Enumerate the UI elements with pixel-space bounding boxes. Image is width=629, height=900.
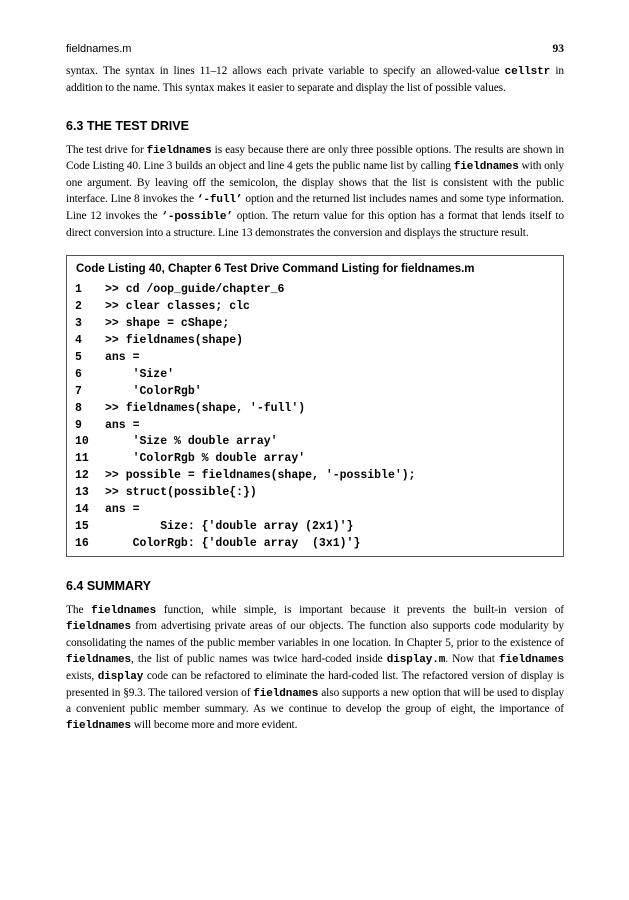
intro-paragraph — [66, 64, 564, 97]
section-heading-6-3: 6.3 THE TEST DRIVE — [66, 118, 189, 133]
code-term: fieldnames — [91, 604, 157, 617]
code-text: >> fieldnames(shape, '-full') — [105, 401, 306, 415]
code-line — [67, 368, 563, 385]
text-run: is easy because there are only three possible options. The results are shown in Code Listing 40. Line 3 builds an object and line 4 gets the public name list by calling — [66, 143, 564, 173]
running-header-title: fieldnames.m — [66, 43, 132, 55]
text-run: option and the returned list includes names and some type information. Line 12 invokes the — [66, 192, 565, 222]
text-run: The — [66, 603, 92, 616]
code-term: fieldnames — [253, 687, 319, 700]
code-line — [67, 469, 563, 486]
section-6-4-paragraph — [66, 603, 564, 735]
code-term: ‘-possible’ — [161, 210, 233, 223]
code-line — [67, 402, 563, 419]
line-number: 2 — [75, 300, 82, 314]
text-run: also supports a new option that will be used to display a convenient public member summary. As we continue to develop the group of eight, the importance of — [66, 686, 564, 716]
text-run: option. The return value for this option has a format that lends itself to direct conversion into a structure. Line 13 demonstrates the conversion and displays the structure result. — [66, 209, 564, 239]
text-run: , the list of public names was twice hard-coded inside — [131, 653, 387, 666]
code-line — [67, 300, 563, 317]
code-text: >> struct(possible{:}) — [105, 486, 257, 500]
code-text: >> clear classes; clc — [105, 300, 250, 314]
code-line — [67, 385, 563, 402]
line-number: 4 — [75, 334, 82, 348]
code-text: ColorRgb: {'double array (3x1)'} — [105, 536, 361, 550]
line-number: 11 — [75, 452, 89, 466]
code-line — [67, 419, 563, 436]
code-text: 'Size % double array' — [105, 435, 278, 449]
line-number: 10 — [75, 435, 89, 449]
line-number: 5 — [75, 350, 82, 364]
code-line — [67, 334, 563, 351]
code-term: fieldnames — [146, 144, 212, 157]
text-run: will become more and more evident. — [131, 719, 298, 732]
code-listing-box — [66, 255, 564, 556]
code-text: >> shape = cShape; — [105, 317, 230, 331]
text-run: syntax. The syntax in lines 11–12 allows each private variable to specify an allowed-value — [66, 65, 505, 77]
text-run: . Now that — [445, 653, 499, 666]
line-number: 9 — [75, 418, 82, 432]
line-number: 7 — [75, 384, 82, 398]
code-text: >> possible = fieldnames(shape, '-possible'); — [105, 469, 416, 483]
code-text: >> cd /oop_guide/chapter_6 — [105, 283, 285, 297]
code-line — [67, 537, 563, 554]
section-heading-6-4: 6.4 SUMMARY — [66, 578, 151, 593]
text-run: code can be refactored to eliminate the hard-coded list. The refactored version of display is presented in §9.3. The tailored version of — [66, 669, 564, 699]
code-text: ans = — [105, 418, 140, 432]
code-line — [67, 486, 563, 503]
text-run: function, while simple, is important because it prevents the built-in version of — [156, 603, 564, 616]
line-number: 15 — [75, 519, 89, 533]
code-text: ans = — [105, 502, 140, 516]
code-line — [67, 503, 563, 520]
code-term: ‘-full’ — [196, 193, 243, 206]
text-run: in addition to the name. This syntax makes it easier to separate and display the list of possible values. — [66, 65, 564, 94]
running-header — [66, 40, 564, 60]
text-run: The test drive for — [66, 143, 147, 156]
line-number: 13 — [75, 486, 89, 500]
code-term: fieldnames — [66, 720, 132, 733]
code-term: cellstr — [504, 66, 551, 78]
code-text: Size: {'double array (2x1)'} — [105, 519, 354, 533]
code-text: >> fieldnames(shape) — [105, 334, 244, 348]
code-term: fieldnames — [498, 654, 564, 667]
code-term: fieldnames — [453, 161, 519, 174]
section-6-3-paragraph — [66, 143, 564, 242]
code-text: 'Size' — [105, 367, 175, 381]
code-line — [67, 283, 563, 300]
text-run: with only one argument. By leaving off the semicolon, the display shows that the list is consistent with the public interface. Line 8 invokes the — [66, 160, 564, 205]
code-text: 'ColorRgb' — [105, 384, 202, 398]
page-number: 93 — [552, 43, 564, 55]
code-term: display — [97, 670, 144, 683]
code-term: fieldnames — [66, 654, 132, 667]
code-term: fieldnames — [66, 621, 132, 634]
code-line — [67, 452, 563, 469]
line-number: 6 — [75, 367, 82, 381]
text-run: exists, — [66, 669, 98, 682]
code-listing-title: Code Listing 40, Chapter 6 Test Drive Command Listing for fieldnames.m — [76, 263, 475, 276]
line-number: 8 — [75, 401, 82, 415]
code-line — [67, 317, 563, 334]
text-run: from advertising private areas of our objects. The function also supports code modularity by consolidating the names of the public member variables in one location. In Chapter 5, prior to the existence of — [66, 620, 564, 650]
page — [66, 40, 564, 735]
code-text: 'ColorRgb % double array' — [105, 452, 306, 466]
line-number: 16 — [75, 536, 89, 550]
code-listing-lines — [67, 283, 563, 553]
code-line — [67, 520, 563, 537]
code-line — [67, 435, 563, 452]
code-term: display.m — [386, 654, 446, 667]
line-number: 12 — [75, 469, 89, 483]
code-text: ans = — [105, 350, 140, 364]
line-number: 1 — [75, 283, 82, 297]
line-number: 14 — [75, 502, 89, 516]
line-number: 3 — [75, 317, 82, 331]
code-line — [67, 351, 563, 368]
